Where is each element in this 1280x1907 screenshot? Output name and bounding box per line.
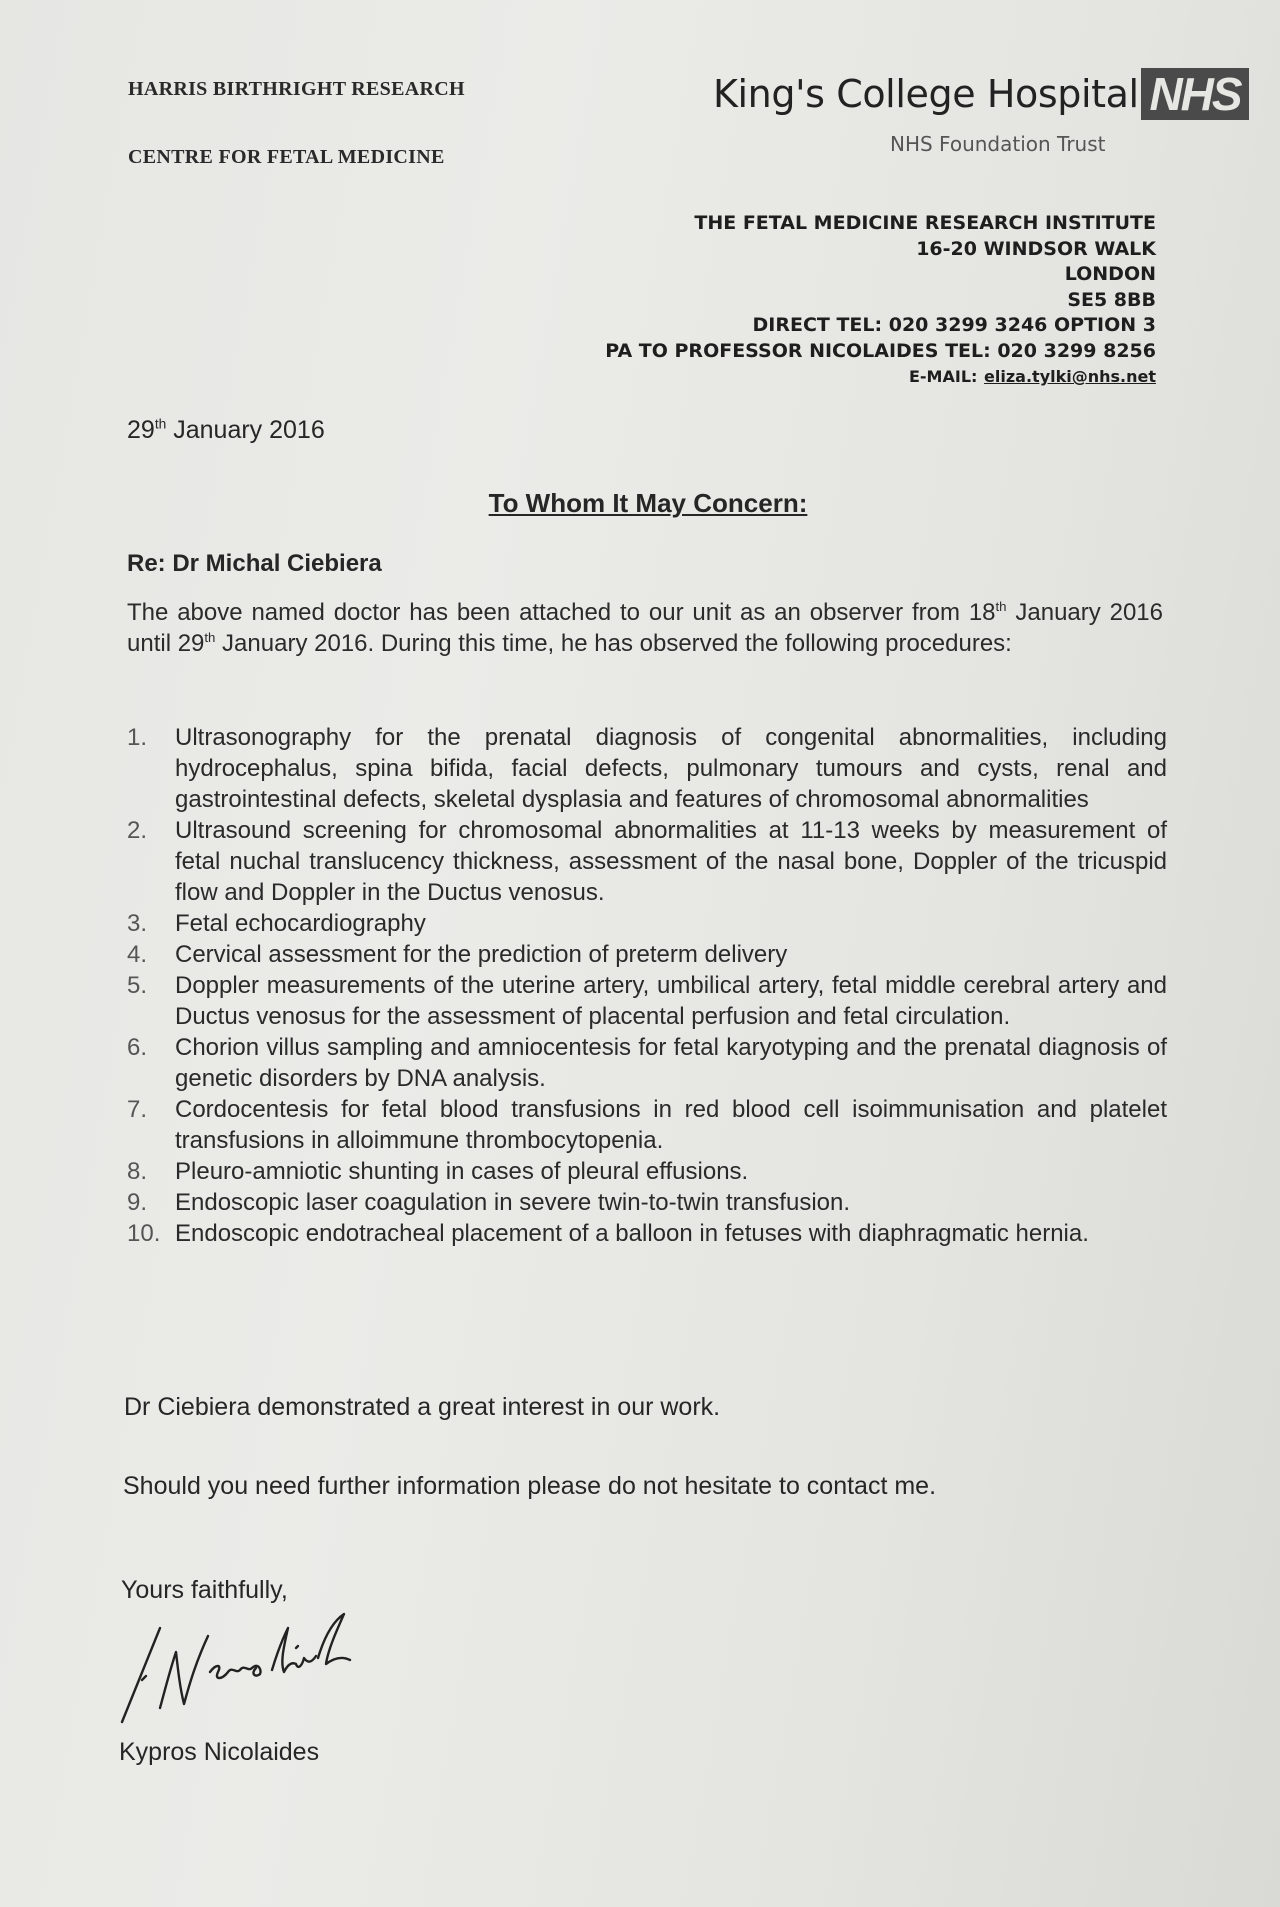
date-day: 29: [127, 416, 155, 444]
list-item: [127, 1187, 1167, 1218]
list-item-text: Pleuro-amniotic shunting in cases of pleural effusions.: [175, 1158, 749, 1185]
list-item: [127, 722, 1167, 815]
email-label: E-MAIL:: [908, 367, 978, 386]
intro-part-1: The above named doctor has been attached to our unit as an observer from 18: [127, 599, 996, 626]
list-item: [127, 908, 1167, 939]
list-item: [127, 1218, 1167, 1249]
address-city: LONDON: [1064, 263, 1156, 285]
list-item-number: 4.: [127, 941, 148, 968]
closing-contact-line: Should you need further information please do not hesitate to contact me.: [123, 1472, 937, 1500]
hospital-name: King's College Hospital: [713, 72, 1139, 116]
list-item-number: 8.: [127, 1158, 148, 1185]
list-item-number: 7.: [127, 1096, 148, 1123]
list-item-number: 10.: [127, 1220, 161, 1247]
list-item-text: Chorion villus sampling and amniocentesis for fetal karyotyping and the prenatal diagnosis of genetic disorders by DNA analysis.: [175, 1034, 1167, 1092]
email-link[interactable]: eliza.tylki@nhs.net: [984, 367, 1156, 386]
signoff: Yours faithfully,: [121, 1576, 288, 1604]
centre-name-line-1: HARRIS BIRTHRIGHT RESEARCH: [128, 78, 465, 100]
list-item-number: 2.: [127, 817, 148, 844]
salutation-heading: To Whom It May Concern:: [488, 488, 808, 518]
signer-name: Kypros Nicolaides: [119, 1738, 320, 1766]
list-item-number: 3.: [127, 910, 148, 937]
list-item: [127, 815, 1167, 908]
trust-name: NHS Foundation Trust: [890, 132, 1106, 156]
list-item: [127, 939, 1167, 970]
closing-interest-line: Dr Ciebiera demonstrated a great interest in our work.: [124, 1393, 721, 1421]
intro-paragraph: [127, 597, 1163, 659]
list-item-number: 9.: [127, 1189, 148, 1216]
intro-sup-2: th: [204, 630, 216, 645]
address-institute: THE FETAL MEDICINE RESEARCH INSTITUTE: [694, 212, 1156, 234]
signature-image: [112, 1600, 372, 1730]
list-item-text: Ultrasound screening for chromosomal abnormalities at 11-13 weeks by measurement of fetal nuchal translucency thickness, assessment of the nasal bone, Doppler of the tricuspid flow and Doppler in the Ductus venosus.: [175, 817, 1167, 906]
re-line: Re: Dr Michal Ciebiera: [127, 550, 382, 577]
date-day-suffix: th: [154, 416, 167, 432]
address-pa-tel: PA TO PROFESSOR NICOLAIDES TEL: 020 3299 8256: [605, 339, 1156, 362]
list-item-text: Cervical assessment for the prediction of preterm delivery: [175, 941, 788, 968]
procedure-list: [127, 722, 1167, 1249]
list-item-text: Doppler measurements of the uterine artery, umbilical artery, fetal middle cerebral artery and Ductus venosus for the assessment of placental perfusion and fetal circulation.: [175, 972, 1167, 1030]
address-email-line: [605, 364, 1156, 390]
list-item-text: Endoscopic endotracheal placement of a balloon in fetuses with diaphragmatic hernia.: [175, 1220, 1089, 1247]
list-item-number: 1.: [127, 724, 148, 751]
list-item-text: Endoscopic laser coagulation in severe twin-to-twin transfusion.: [175, 1189, 851, 1216]
list-item-number: 6.: [127, 1034, 148, 1061]
intro-part-2: January 2016 until 29: [127, 599, 1164, 657]
list-item: [127, 970, 1167, 1032]
address-street: 16-20 WINDSOR WALK: [916, 237, 1156, 260]
list-item-text: Fetal echocardiography: [175, 910, 426, 937]
list-item-number: 5.: [127, 972, 148, 999]
list-item: [127, 1032, 1167, 1094]
intro-sup-1: th: [995, 599, 1007, 614]
nhs-logo: NHS: [1141, 68, 1249, 120]
list-item: [127, 1156, 1167, 1187]
address-block: [605, 211, 1156, 390]
centre-name-line-2: CENTRE FOR FETAL MEDICINE: [128, 146, 445, 168]
letter-date: [127, 416, 325, 445]
list-item-text: Ultrasonography for the prenatal diagnosis of congenital abnormalities, including hydrocephalus, spina bifida, facial defects, pulmonary tumours and cysts, renal and gastrointestinal defects, skeletal dysplasia and features of chromosomal abnormalities: [175, 724, 1167, 813]
list-item-text: Cordocentesis for fetal blood transfusions in red blood cell isoimmunisation and platelet transfusions in alloimmune thrombocytopenia.: [175, 1096, 1167, 1154]
address-postcode: SE5 8BB: [1067, 288, 1156, 311]
address-direct-tel: DIRECT TEL: 020 3299 3246 OPTION 3: [752, 314, 1156, 336]
intro-part-3: January 2016. During this time, he has observed the following procedures:: [215, 630, 1012, 657]
list-item: [127, 1094, 1167, 1156]
date-rest: January 2016: [173, 416, 325, 444]
